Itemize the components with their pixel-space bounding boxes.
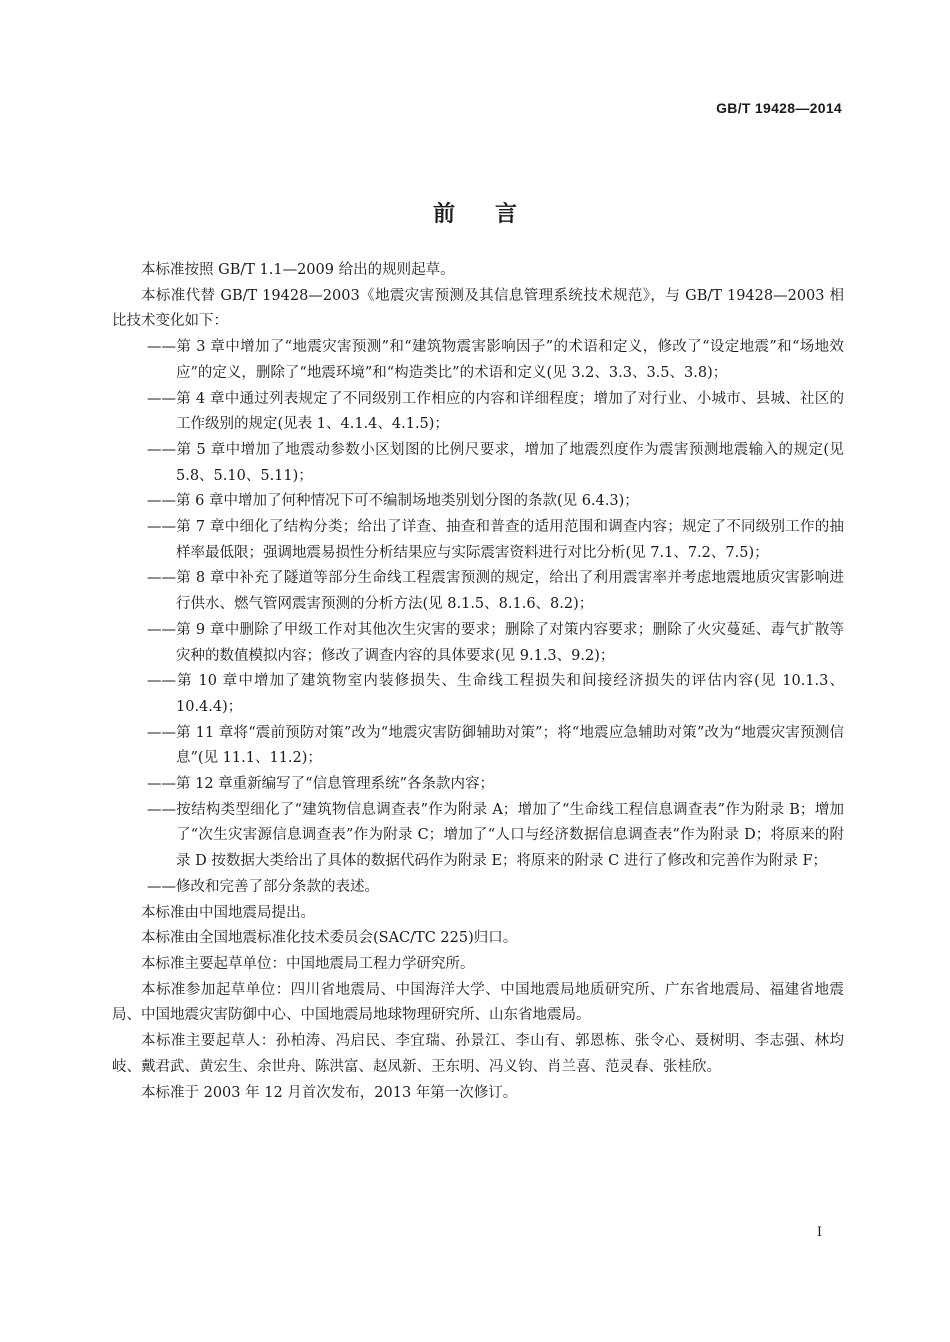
page-number: I — [816, 1225, 822, 1240]
change-item: ——第 9 章中删除了甲级工作对其他次生灾害的要求；删除了对策内容要求；删除了火灾蔓延、毒气扩散等灾种的数值模拟内容；修改了调查内容的具体要求(见 9.1.3、9.2)； — [147, 621, 844, 664]
change-item: ——第 5 章中增加了地震动参数小区划图的比例尺要求，增加了地震烈度作为震害预测地震输入的规定(见 5.8、5.10、5.11)； — [147, 441, 844, 484]
document-body — [112, 258, 844, 1106]
change-item: ——第 12 章重新编写了“信息管理系统”各条款内容； — [147, 776, 494, 793]
change-item: ——第 4 章中通过列表规定了不同级别工作相应的内容和详细程度；增加了对行业、小城市、县城、社区的工作级别的规定(见表 1、4.1.4、4.1.5)； — [147, 390, 844, 433]
change-item: ——第 10 章中增加了建筑物室内装修损失、生命线工程损失和间接经济损失的评估内容(见 10.1.3、10.4.4)； — [147, 673, 844, 715]
change-item: ——第 6 章中增加了何种情况下可不编制场地类别划分图的条款(见 6.4.3)； — [147, 493, 639, 510]
paragraph-replacement: 本标准代替 GB/T 19428—2003《地震灾害预测及其信息管理系统技术规范》，与 GB/T 19428—2003 相比技术变化如下： — [112, 287, 844, 330]
paragraph-committee: 本标准由全国地震标准化技术委员会(SAC/TC 225)归口。 — [141, 930, 518, 947]
change-item: ——第 7 章中细化了结构分类；给出了详查、抽查和普查的适用范围和调查内容；规定了不同级别工作的抽样率最低限；强调地震易损性分析结果应与实际震害资料进行对比分析(见 7.1、7.2、7.5)； — [147, 519, 844, 561]
page-title: 前言 — [432, 201, 557, 227]
change-item: ——第 8 章中补充了隧道等部分生命线工程震害预测的规定，给出了利用震害率并考虑地震地质灾害影响进行供水、燃气管网震害预测的分析方法(见 8.1.5、8.1.6、8.2)； — [147, 570, 844, 613]
paragraph-drafting-rules: 本标准按照 GB/T 1.1—2009 给出的规则起草。 — [141, 262, 455, 278]
change-item: ——第 3 章中增加了“地震灾害预测”和“建筑物震害影响因子”的术语和定义，修改了“设定地震”和“场地效应”的定义，删除了“地震环境”和“构造类比”的术语和定义(见 3.2、3.3、3.5、3.8)； — [147, 339, 844, 381]
paragraph-proposer: 本标准由中国地震局提出。 — [141, 904, 315, 921]
change-item: ——修改和完善了部分条款的表述。 — [147, 878, 379, 895]
standard-code: GB/T 19428—2014 — [716, 100, 842, 116]
change-item: ——按结构类型细化了“建筑物信息调查表”作为附录 A；增加了“生命线工程信息调查表”作为附录 B；增加了“次生灾害源信息调查表”作为附录 C；增加了“人口与经济数据信息调查表”作为附录 D；将原来的附录 D 按数据大类给出了具体的数据代码作为附录 E；将原来的附录 C 进行了修改和完善作为附录 F； — [147, 801, 844, 870]
change-item: ——第 11 章将“震前预防对策”改为“地震灾害防御辅助对策”；将“地震应急辅助对策”改为“地震灾害预测信息”(见 11.1、11.2)； — [147, 724, 844, 767]
paragraph-participants: 本标准参加起草单位：四川省地震局、中国海洋大学、中国地震局地质研究所、广东省地震局、福建省地震局、中国地震灾害防御中心、中国地震局地球物理研究所、山东省地震局。 — [112, 981, 844, 1024]
paragraph-main-drafter: 本标准主要起草单位：中国地震局工程力学研究所。 — [141, 955, 475, 972]
paragraph-authors: 本标准主要起草人：孙柏涛、冯启民、李宜瑞、孙景江、李山有、郭恩栋、张令心、聂树明、李志强、林均岐、戴君武、黄宏生、余世舟、陈洪富、赵凤新、王东明、冯义钧、肖兰喜、范灵春、张桂欣。 — [112, 1033, 844, 1075]
paragraph-history: 本标准于 2003 年 12 月首次发布，2013 年第一次修订。 — [141, 1084, 518, 1101]
